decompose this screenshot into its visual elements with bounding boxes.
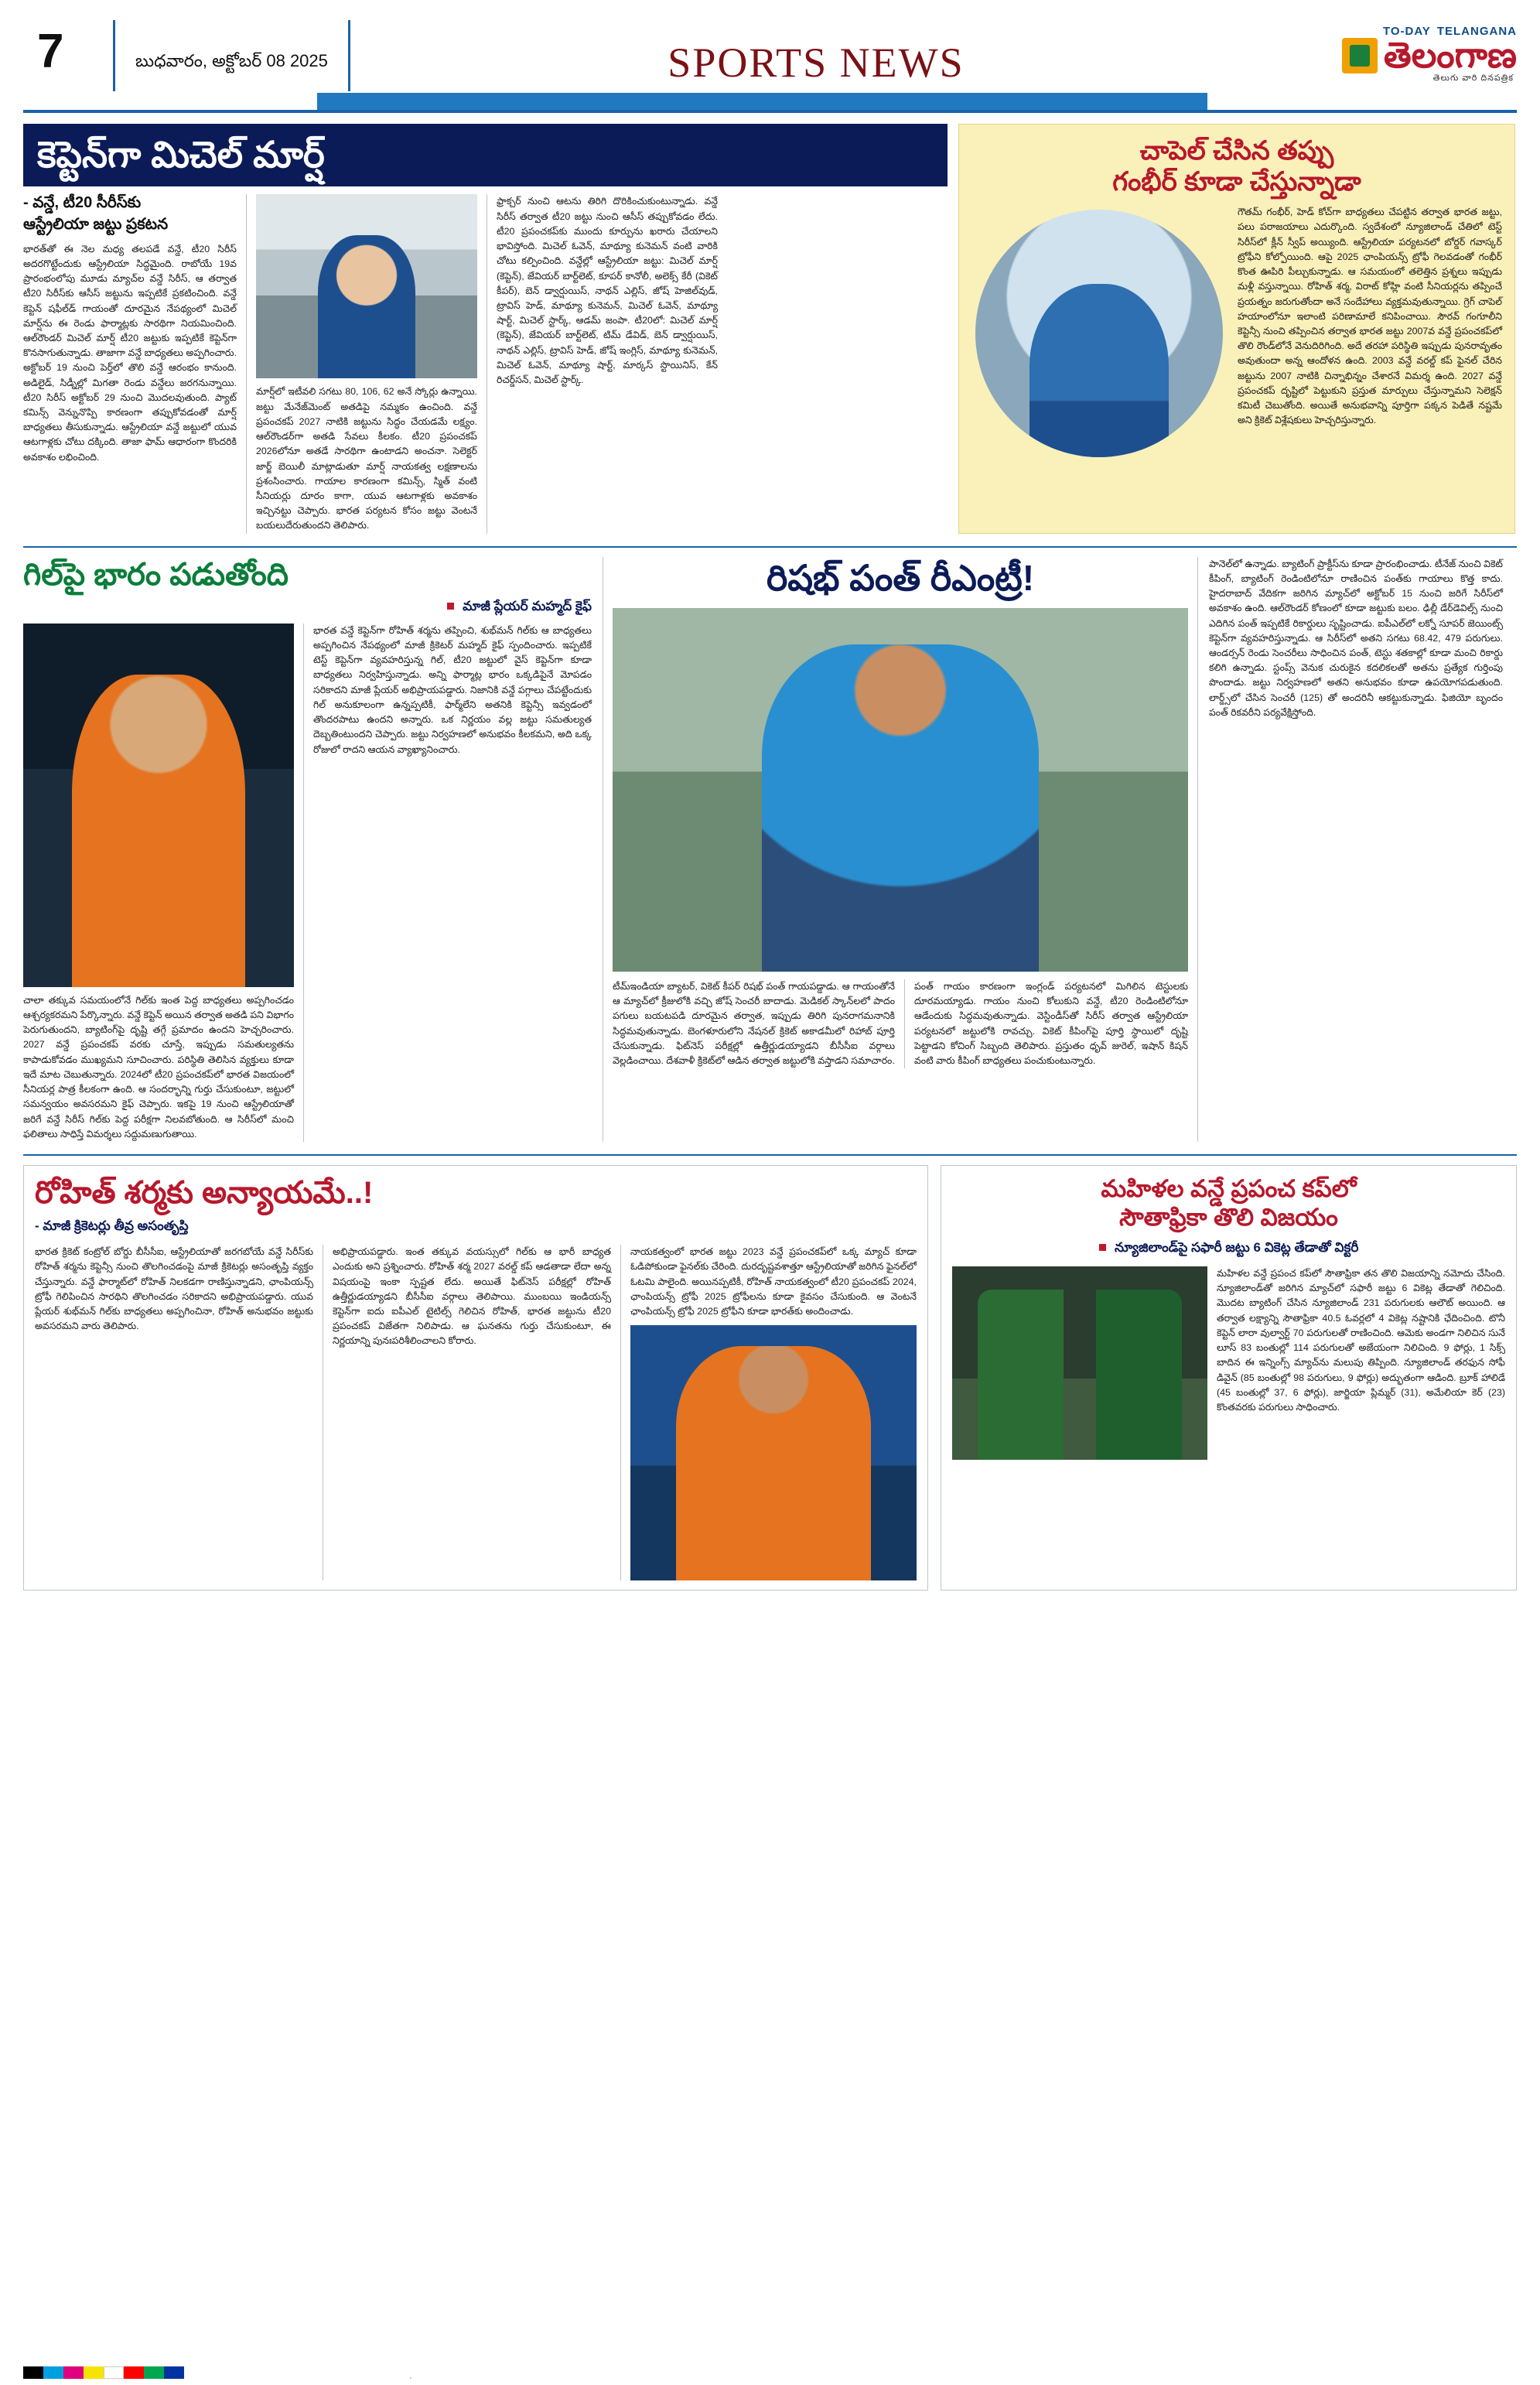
gill-headline: గిల్‌పై భారం పడుతోంది <box>23 557 289 592</box>
section-title-block <box>370 20 1262 87</box>
rohit-photo <box>630 1325 917 1580</box>
women-body: మహిళల వన్డే ప్రపంచ కప్‌లో సౌతాఫ్రికా తన తొలి విజయాన్ని నమోదు చేసింది. న్యూజిలాండ్‌తో జరిగిన మ్యాచ్‌లో సఫారీ జట్టు 6 వికెట్ల తేడాతో గెలిచింది. మొదట బ్యాటింగ్‌ చేసిన న్యూజిలాండ్‌ 231 పరుగులకు ఆలౌట్‌ అయింది. ఆ తర్వాత లక్ష్యాన్ని సౌతాఫ్రికా 40.5 ఓవర్లలో 4 వికెట్ల నష్టానికి ఛేదించింది. టొనీ కెప్టెన్‌ లారా వుల్వార్ట్‌ 70 పరుగులతో రాణించింది. ఆమెకు అండగా నిలిచిన సునే లూస్‌ 83 బంతుల్లో 114 పరుగులతో అజేయంగా నిలిచింది. 9 ఫోర్లు, 1 సిక్స్‌ బాదిన ఈ ఇన్నింగ్స్‌ మ్యాచ్‌ను మలుపు తిప్పింది. న్యూజిలాండ్‌ తరఫున సోఫీ డివైన్‌ (85 బంతుల్లో 98 పరుగులు, 9 ఫోర్లు) అద్భుతంగా ఆడింది. బ్రూక్‌ హాలిడే (45 బంతుల్లో 37, 6 ఫోర్లు), జార్జియా ప్లిమ్మర్‌ (31), అమేలియా కెర్‌ (23) కొంతవరకు పరుగులు సాధించారు. <box>1217 1268 1505 1413</box>
masthead <box>23 20 1517 113</box>
pant-col-1 <box>613 979 895 1068</box>
gambhir-photo-col <box>971 205 1227 457</box>
rohit-columns <box>35 1245 917 1580</box>
marsh-photo <box>256 194 477 378</box>
masthead-divider <box>113 20 115 91</box>
pant-body-col-1: టీమ్‌ఇండియా బ్యాటర్‌, వికెట్‌ కీపర్‌ రిషభ్‌ పంత్‌ గాయపడ్డాడు. ఆ గాయంతోనే ఆ మ్యాచ్‌లో క్రీజులోకి వచ్చి జోష్‌ సెంచరీ బాదాడు. మెడికల్‌ స్కాన్‌లలో పాదం పగులు బయటపడి దూరమైన తర్వాత, ఇప్పుడు తిరిగి పునరాగమనానికి సిద్ధమవుతున్నాడు. బెంగళూరులోని నేషనల్‌ క్రికెట్‌ అకాడమీలో రిహాబ్‌ పూర్తి చేసుకున్నాడు. ఫిట్‌నెస్‌ పరీక్షల్లో ఉత్తీర్ణుడయ్యాడని బీసీసీఐ వర్గాలు వెల్లడించాయి. దేశవాళీ క్రికెట్‌లో ఆడిన తర్వాత జట్టులోకి వస్తాడని సమాచారం. <box>613 980 895 1066</box>
gill-col-1 <box>23 624 294 1142</box>
logo-main-row <box>1262 38 1517 73</box>
logo-tagline: తెలుగు వారి దినపత్రిక <box>1432 73 1514 83</box>
column-rule <box>246 194 247 533</box>
women-photo <box>952 1266 1207 1460</box>
marsh-subhead-line-2: ఆస్ట్రేలియా జట్టు ప్రకటన <box>23 216 169 234</box>
article-women-wc <box>941 1165 1517 1591</box>
women-content <box>952 1266 1505 1460</box>
article-gill <box>23 557 592 1142</box>
bullet-icon-2 <box>1099 1244 1106 1251</box>
gambhir-headline-line-2: గంభీర్ కూడా చేస్తున్నాడా <box>1112 167 1361 197</box>
pant-photo <box>613 608 1188 972</box>
date-line: బుధవారం, అక్టోబర్ 08 2025 <box>135 51 328 70</box>
gill-kicker: మాజీ ప్లేయర్ మహ్మద్ కైఫ్ <box>463 598 592 613</box>
top-section <box>23 124 1517 534</box>
gambhir-photo <box>975 210 1223 457</box>
marsh-headline-band <box>23 124 948 186</box>
gill-body-col-1: చాలా తక్కువ సమయంలోనే గిల్‌కు ఇంత పెద్ద బాధ్యతలు అప్పగించడం ఆశ్చర్యకరమని పేర్కొన్నారు. వన్డే కెప్టెన్‌ అయిన తర్వాత అతడి పని విభాగం పెరుగుతుందని, బ్యాటింగ్‌పై దృష్టి తగ్గే ప్రమాదం ఉందని హెచ్చరించారు. 2027 వన్డే ప్రపంచకప్‌ వరకు చూస్తే, ఇప్పుడు సమతుల్యతను కాపాడుకోవడం ముఖ్యమని సూచించారు. పరిస్థితి తెలిసిన వ్యక్తులు కూడా ఇదే మాట చెబుతున్నారు. 2024లో టీ20 ప్రపంచకప్‌లో భారత విజయంలో సీనియర్ల పాత్ర కీలకంగా ఉంది. ఆ సందర్భాన్ని గుర్తు చేసుకుంటూ, జట్టులో సమన్వయం అవసరమని కైఫ్‌ చెప్పారు. ఇకపై 19 నుంచి ఆస్ట్రేలియాతో జరిగే వన్డే సిరీస్‌ గిల్‌కు పెద్ద పరీక్షగా నిలవబోతుంది. ఆ సిరీస్‌లో మంచి ఫలితాలు సాధిస్తే విమర్శలు సద్దుమణుగుతాయి. <box>23 994 294 1140</box>
pant-body-col-3: పానెల్‌లో ఉన్నాడు. బ్యాటింగ్‌ ప్రాక్టీస్‌ను కూడా ప్రారంభించాడు. టీనేజ్‌ నుంచి వికెట్‌ కీపింగ్‌, బ్యాటింగ్‌ రెండింటిలోనూ రాణించిన పంత్‌కు గాయాలు కొత్త కాదు. హైదరాబాద్‌ వేదికగా జరిగిన మ్యాచ్‌లో అక్టోబర్‌ 15 నుంచి జరిగే సిరీస్‌లో అవకాశం ఉంది. ఆల్‌రౌండర్‌ కోణంలో కూడా జట్టుకు బలం. ఢిల్లీ డేర్‌డెవిల్స్‌ నుంచి ఎదిగిన పంత్‌ ఇప్పటికే రికార్డులు సృష్టించాడు. ఐపీఎల్‌లో లక్నో సూపర్‌ జెయింట్స్‌ కెప్టెన్‌గా వ్యవహరిస్తున్నాడు. ఆ సిరీస్‌లో అతని సగటు 68.42, 479 పరుగులు. ఆండర్సన్‌ రెండు సెంచరీలు సాధించిన పంత్‌, టెస్టు శతకాల్లో కూడా మంచి రికార్డు కలిగి ఉన్నాడు. స్టంప్స్‌ వెనుక చురుకైన కదలికలతో అతను ప్రత్యేక గుర్తింపు పొందాడు. జట్టు నిర్వహణలో అతని అనుభవం కూడా ఉపయోగపడుతుంది. లార్డ్స్‌లో చేసిన సెంచరీ (125) తో అందరినీ ఆకట్టుకున్నాడు. ఫిజియో బృందం పంత్‌ రికవరీని పర్యవేక్షిస్తోంది. <box>1209 558 1503 718</box>
gill-photo <box>23 624 294 987</box>
marsh-body-col-3: ఫ్రాక్చర్‌ నుంచి ఆటను తిరిగి దొరికించుకుంటున్నాడు. వన్డే సిరీస్‌ తర్వాత టీ20 జట్టు నుంచి ఆసీస్‌ తప్పుకోవడం లేదు. టీ20 ప్రపంచకప్‌కు ముందు కూర్పును ఖరారు చేయాలని భావిస్తోంది. మిచెల్‌ ఓవెన్‌, మాథ్యూ కునెమన్‌ వంటి వారికి చోటు కల్పించింది. వన్డేల్లో ఆస్ట్రేలియా జట్టు: మిచెల్‌ మార్ష్‌ (కెప్టెన్‌), జేవియర్‌ బార్ట్‌లెట్‌, కూపర్‌ కానోలీ, అలెక్స్‌ కేరీ (వికెట్‌ కీపర్‌), బెన్‌ డ్వార్షుయిస్‌, నాథన్‌ ఎల్లిస్‌, జోష్‌ హెజిల్‌వుడ్‌, ట్రావిస్‌ హెడ్‌, మాథ్యూ కునెమన్‌, మిచెల్‌ ఓవెన్‌, మాథ్యూ షార్ట్‌, మిచెల్‌ స్టార్క్‌, ఆడమ్‌ జంపా. టీ20లో: మిచెల్‌ మార్ష్‌ (కెప్టెన్‌), జేవియర్‌ బార్ట్‌లెట్‌, టిమ్‌ డేవిడ్‌, బెన్‌ డ్వార్షుయిస్‌, నాథన్‌ ఎల్లిస్‌, ట్రావిస్‌ హెడ్‌, జోష్‌ ఇంగ్లిస్‌, మాథ్యూ కునెమన్‌, మిచెల్‌ ఓవెన్‌, మాథ్యూ షార్ట్‌, మార్కస్‌ స్టొయినిస్‌, కేన్‌ రిచర్డ్‌సన్‌, మిచెల్‌ స్టార్క్‌. <box>497 196 718 386</box>
publication-logo <box>1262 20 1517 85</box>
article-marsh <box>23 124 948 534</box>
women-kicker: న్యూజిలాండ్‌పై సఫారీ జట్టు 6 వికెట్ల తేడాతో విక్టరీ <box>1114 1240 1359 1256</box>
stump-icon <box>785 826 796 950</box>
marsh-col-3 <box>497 194 718 533</box>
masthead-blue-bar <box>317 93 1207 110</box>
pant-headline: రిషభ్ పంత్ రీఎంట్రీ! <box>766 557 1035 598</box>
rohit-kicker: - మాజీ క్రికెటర్లు తీవ్ర అసంతృప్తి <box>35 1218 189 1234</box>
rohit-col-1 <box>35 1245 313 1580</box>
gambhir-body: గౌతమ్‌ గంభీర్‌, హెడ్‌ కోచ్‌గా బాధ్యతలు చేపట్టిన తర్వాత భారత జట్టు, పలు పరాజయాలు ఎదుర్కొంది. స్వదేశంలో న్యూజిలాండ్‌ చేతిలో టెస్ట్‌ సిరీస్‌లో క్లీన్‌ స్వీప్‌ అయ్యింది. ఆస్ట్రేలియా పర్యటనలో బోర్డర్‌ గవాస్కర్‌ ట్రోఫీని కోల్పోయింది. ఆపై 2025 ఛాంపియన్స్‌ ట్రోఫీ గెలవడంతో గంభీర్‌ కొంత ఊపిరి పీల్చుకున్నాడు. ఆ సమయంలో తలెత్తిన ప్రశ్నలు ఇప్పుడు మళ్లీ వస్తున్నాయి. రోహిత్‌ శర్మ, విరాట్‌ కోహ్లి వంటి సీనియర్లను తప్పించే ప్రయత్నం జరుగుతోందా అనే సందేహాలు వ్యక్తమవుతున్నాయి. గ్రెగ్‌ చాపెల్‌ హయాంలోనూ ఇలాంటి పరిణామాలే కనిపించాయి. సౌరవ్‌ గంగూలీని కెప్టెన్సీ నుంచి తప్పించిన తర్వాత భారత జట్టు 2007వ వన్డే ప్రపంచకప్‌లో తొలి రౌండ్‌లోనే వెనుదిరిగింది. అదే తరహా పరిస్థితి ఇప్పుడు పునరావృతం అవుతుందా అన్న ఆందోళన ఉంది. 2003 వన్డే వరల్డ్‌ కప్‌ ఫైనల్‌ చేరిన జట్టును 2007 నాటికి చిన్నాభిన్నం చేశారనే విమర్శ ఉంది. 2027 వన్డే ప్రపంచకప్‌ దృష్టిలో పెట్టుకుని ప్రస్తుత మార్పులు చేస్తున్నామని సెలెక్షన్‌ కమిటీ చెబుతోంది. అయితే అనుభవాన్ని పూర్తిగా పక్కన పెడితే నష్టమే అని క్రికెట్‌ విశ్లేషకులు హెచ్చరిస్తున్నారు. <box>1238 207 1502 426</box>
section-title: SPORTS NEWS <box>668 39 965 86</box>
article-pant <box>603 557 1198 1142</box>
middle-section <box>23 546 1517 1142</box>
pant-columns <box>613 979 1188 1068</box>
women-photo-col <box>952 1266 1207 1460</box>
gambhir-content <box>971 205 1502 457</box>
women-text-col <box>1217 1266 1505 1460</box>
gill-col-2 <box>313 624 592 1142</box>
pant-col-2 <box>914 979 1188 1068</box>
rohit-col-3 <box>630 1245 917 1580</box>
pant-body-col-2: పంత్‌ గాయం కారణంగా ఇంగ్లండ్‌ పర్యటనలో మిగిలిన టెస్టులకు దూరమయ్యాడు. గాయం నుంచి కోలుకుని వన్డే, టీ20 రెండింటిలోనూ ఆడేందుకు సిద్ధమవుతున్నాడు. వెస్టిండీస్‌తో సిరీస్‌ తర్వాత ఆస్ట్రేలియా పర్యటనలో జట్టులోకి రావచ్చు. వికెట్‌ కీపింగ్‌పై పూర్తి స్థాయిలో దృష్టి పెట్టాడని కోచింగ్‌ సిబ్బంది తెలిపారు. ప్రస్తుతం ధృవ్‌ జురెల్‌, ఇషాన్‌ కిషన్‌ వంటి వారు కీపింగ్‌ బాధ్యతలు పంచుకుంటున్నారు. <box>914 980 1188 1066</box>
bottom-section <box>23 1154 1517 1591</box>
masthead-divider-2 <box>348 20 350 91</box>
rohit-body-col-3: నాయకత్వంలో భారత జట్టు 2023 వన్డే ప్రపంచకప్‌లో ఒక్క మ్యాచ్‌ కూడా ఓడిపోకుండా ఫైనల్‌కు చేరింది. దురదృష్టవశాత్తూ ఆస్ట్రేలియాతో జరిగిన ఫైనల్‌లో ఓటమి పాలైంది. అయినప్పటికీ, రోహిత్‌ నాయకత్వంలో టీ20 ప్రపంచకప్‌ 2024, ఛాంపియన్స్‌ ట్రోఫీ 2025 ట్రోఫీలను కూడా కైవసం చేసుకుంది. ఆ వెంటనే ఛాంపియన్స్‌ ట్రోఫీ 2025 ట్రోఫీని కూడా భారత్‌కు అందించాడు. <box>630 1246 917 1317</box>
color-calibration-bar-center <box>410 2377 411 2379</box>
women-kicker-row <box>952 1239 1505 1257</box>
column-rule-3 <box>303 624 304 1142</box>
gill-kicker-row <box>23 598 592 616</box>
gill-columns <box>23 624 592 1142</box>
column-rule-4 <box>904 979 905 1068</box>
bullet-icon <box>447 603 454 610</box>
gill-body-col-2: భారత వన్డే కెప్టెన్‌గా రోహిత్‌ శర్మను తప్పించి, శుభ్‌మన్‌ గిల్‌కు ఆ బాధ్యతలు అప్పగించిన నేపథ్యంలో మాజీ క్రికెటర్‌ మహ్మద్‌ కైఫ్‌ స్పందించారు. ఇప్పటికే టెస్ట్‌ కెప్టెన్‌గా వ్యవహరిస్తున్న గిల్‌, టీ20 జట్టులో వైస్‌ కెప్టెన్‌గా కూడా బాధ్యతలు నిర్వహిస్తున్నాడు. అన్ని ఫార్మాట్ల భారం ఒక్కడిపైనే మోపడం సరికాదని మాజీ ప్లేయర్‌ అభిప్రాయపడ్డారు. నిజానికి వన్డే పగ్గాలు చేపట్టేందుకు గిల్‌ అనుకూలంగా ఉన్నప్పటికీ, ఫార్మ్‌లేని అతనికి కెప్టెన్సీ ఇవ్వడంలో తొందరపాటు ఉందని అన్నారు. ఒక నిర్ణయం వల్ల జట్టు సమతుల్యత దెబ్బతింటుందని చెప్పారు. జట్టు నిర్వహణలో అనుభవం కీలకమని, అది ఒక్క రోజులో రాదని ఆయన వ్యాఖ్యానించారు. <box>313 624 592 755</box>
article-rohit <box>23 1165 928 1591</box>
women-headline-line-2: సౌతాఫ్రికా తొలి విజయం <box>1119 1203 1338 1231</box>
rohit-headline: రోహిత్ శర్మకు అన్యాయమే..! <box>35 1175 374 1210</box>
logo-masthead-name: తెలంగాణ <box>1383 36 1517 75</box>
marsh-body-col-1: భారత్‌తో ఈ నెల మధ్య తలపడే వన్డే, టీ20 సిరీస్‌ అదరగొట్టేందుకు ఆస్ట్రేలియా సిద్ధమైంది. రాబోయే 19వ ప్రారంభంలోపు మూడు మ్యాచ్‌ల వన్డే సిరీస్‌, ఆ తర్వాత టీ20 సిరీస్‌కు ఆసీస్‌ జట్టును ఇప్పటికే ప్రకటించింది. వన్డే కెప్టెన్‌ షఫీల్‌డ్‌ గాయంతో దూరమైన నేపథ్యంలో మిచెల్‌ మార్ష్‌ను ఈ రెండు ఫార్మాట్లకు సారథిగా నియమించింది. ఆల్‌రౌండర్‌ మిచెల్‌ మార్ష్‌ టీ20 జట్టుకు ఇప్పటికే కెప్టెన్‌గా కొనసాగుతున్నాడు. తాజాగా వన్డే బాధ్యతలు అప్పగించారు. అక్టోబర్‌ 19 నుంచి పెర్త్‌లో తొలి వన్డే ఆరంభం కానుంది. అడిలైడ్‌, సిడ్నీల్లో మిగతా రెండు వన్డేలు జరగనున్నాయి. టీ20 సిరీస్‌ అక్టోబర్‌ 29 నుంచి మొదలవుతుంది. ప్యాట్‌ కమిన్స్‌ వెన్నునొప్పి కారణంగా తప్పుకోవడంతో మార్ష్‌ బాధ్యతలు తీసుకున్నాడు. ఆస్ట్రేలియా వన్డే జట్టులో యువ ఆటగాళ్లకు చోటు దక్కింది. తాజా ఫామ్‌ ఆధారంగా కొందరికి అవకాశం లభించింది. <box>23 243 237 463</box>
page-number: 7 <box>37 25 64 78</box>
marsh-subhead-line-1: - వన్డే, టీ20 సీరీస్‌కు <box>23 194 142 212</box>
marsh-headline: కెప్టెన్‌గా మిచెల్ మార్ష్ <box>37 134 325 175</box>
column-rule-6 <box>620 1245 621 1580</box>
pant-overflow-column <box>1209 557 1503 1142</box>
gambhir-text-col <box>1238 205 1502 457</box>
logo-today-text: TO-DAY <box>1382 25 1431 38</box>
gambhir-headline-line-1: చాపెల్ చేసిన తప్పు <box>1139 136 1334 166</box>
women-headline-line-1: మహిళల వన్డే ప్రపంచ కప్‌లో <box>1101 1174 1357 1202</box>
marsh-col-1 <box>23 194 237 533</box>
rohit-col-2 <box>333 1245 611 1580</box>
rohit-body-col-1: భారత క్రికెట్‌ కంట్రోల్‌ బోర్డు బీసీసీఐ, ఆస్ట్రేలియాతో జరగబోయే వన్డే సిరీస్‌కు రోహిత్‌ శర్మను కెప్టెన్సీ నుంచి తొలగించడంపై మాజీ క్రికెటర్లు అసంతృప్తి వ్యక్తం చేస్తున్నారు. వన్డే ఫార్మాట్‌లో రోహిత్‌ నిలకడగా రాణిస్తున్నాడని, ఛాంపియన్స్‌ ట్రోఫీ గెలిపించిన సారథిని తొలగించడం సరికాదని అభిప్రాయపడ్డారు. యువ ప్లేయర్‌ శుభ్‌మన్‌ గిల్‌కు బాధ్యతలు అప్పగించినా, రోహిత్‌ అనుభవం జట్టుకు అవసరమని వారు తెలిపారు. <box>35 1246 313 1332</box>
marsh-body-col-2: మార్ష్‌లో ఇటీవలి సగటు 80, 106, 62 అనే స్కోర్లు ఉన్నాయి. జట్టు మేనేజ్‌మెంట్‌ అతడిపై నమ్మకం ఉంచింది. వన్డే ప్రపంచకప్‌ 2027 నాటికి జట్టును సిద్ధం చేయడమే లక్ష్యం. ఆల్‌రౌండర్‌గా అతడి సేవలు కీలకం. టీ20 ప్రపంచకప్‌ 2026లోనూ అతడే సారథిగా ఉంటాడని అంచనా. సెలెక్టర్‌ జార్జ్‌ బెయిలీ మాట్లాడుతూ మార్ష్‌ నాయకత్వ లక్షణాలను ప్రశంసించారు. గాయాల కారణంగా కమిన్స్‌, స్మిత్‌ వంటి సీనియర్లు దూరం కాగా, యువ ఆటగాళ్లకు అవకాశం ఇచ్చినట్టు చెప్పారు. భారత పర్యటన కోసం జట్టు వెంటనే బయలుదేరుతుందని తెలిపారు. <box>256 386 477 531</box>
logo-telangana-text: TELANGANA <box>1436 25 1517 38</box>
channel-logo-icon <box>1342 38 1378 73</box>
article-gambhir <box>958 124 1515 534</box>
color-calibration-bar-left <box>23 2366 184 2379</box>
rohit-body-col-2: అభిప్రాయపడ్డారు. ఇంత తక్కువ వయస్సులో గిల్‌కు ఆ భారీ బాధ్యత ఎందుకు అని ప్రశ్నించారు. రోహిత్‌ శర్మ 2027 వరల్డ్‌ కప్‌ ఆడతాడా లేదా అన్న విషయంపై ఇంకా స్పష్టత లేదు. అయితే ఫిట్‌నెస్‌ పరీక్షల్లో రోహిత్‌ ఉత్తీర్ణుడయ్యాడని బీసీసీఐ వర్గాలు తెలిపాయి. ముంబయి ఇండియన్స్‌ కెప్టెన్‌గా ఐదు ఐపీఎల్‌ టైటిల్స్‌ గెలిచిన రోహిత్‌, భారత జట్టును టీ20 ప్రపంచకప్‌ విజేతగా నిలిపాడు. ఆ ఘనతను గుర్తు చేసుకుంటూ, ఈ నిర్ణయాన్ని పునఃపరిశీలించాలని కోరారు. <box>333 1246 611 1347</box>
marsh-columns <box>23 194 948 533</box>
marsh-col-2 <box>256 194 477 533</box>
